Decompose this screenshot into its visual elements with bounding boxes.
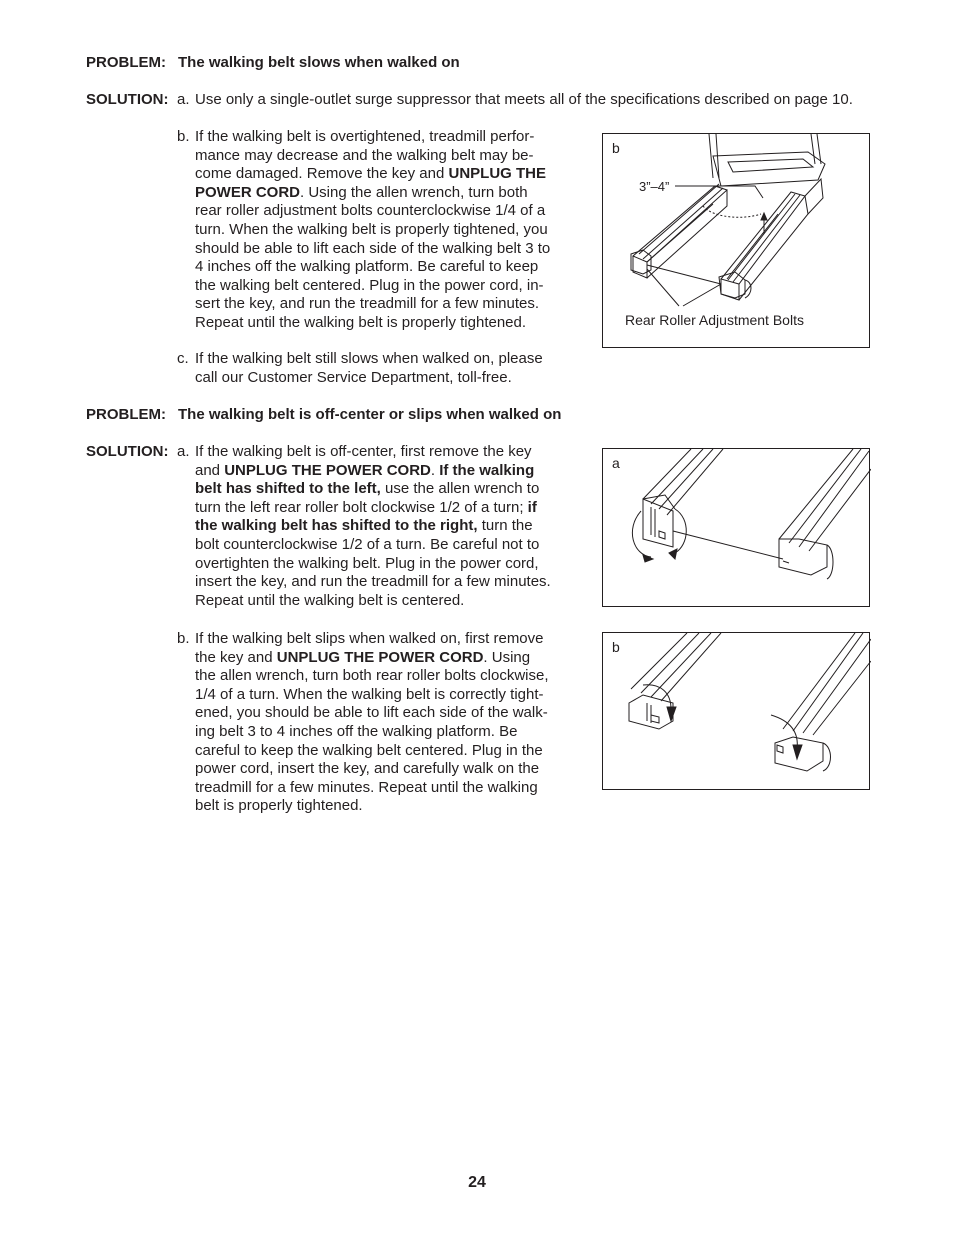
solution-paragraph — [195, 350, 575, 387]
solution-label: SOLUTION: — [86, 91, 169, 108]
emphasis-text: belt has shifted to the left, — [195, 480, 381, 498]
text-line — [195, 480, 575, 499]
text-line: belt is properly tightened. — [195, 797, 363, 815]
emphasis-text: UNPLUG THE POWER CORD — [224, 461, 431, 479]
solution-paragraph — [195, 443, 575, 610]
measure-label: 3”–4” — [639, 179, 670, 194]
text-line: If the walking belt is overtightened, treadmill perfor- — [195, 128, 535, 145]
text-line: insert the key, and run the treadmill for a few minutes. — [195, 573, 551, 591]
text-span: use the allen wrench to — [380, 480, 540, 498]
problem-label: PROBLEM: — [86, 406, 166, 423]
figure-letter: b — [612, 140, 620, 156]
solution-text: Use only a single-outlet surge suppressor that meets all of the specifications described on page 10. — [195, 91, 853, 108]
item-letter: a. — [177, 443, 190, 460]
text-line: mance may decrease and the walking belt may be- — [195, 146, 534, 164]
text-line — [195, 517, 575, 536]
text-line: power cord, insert the key, and carefully walk on the — [195, 760, 540, 778]
text-line: Repeat until the walking belt is centered. — [195, 591, 465, 609]
text-line: ened, you should be able to lift each side of the walk- — [195, 704, 548, 722]
figure-rear-roller-bolts — [602, 133, 870, 348]
page-number: 24 — [468, 1174, 486, 1191]
figure-slip-adjust — [602, 632, 870, 790]
text-span: . Using the allen wrench, turn both — [300, 183, 528, 201]
solution-label: SOLUTION: — [86, 443, 169, 460]
text-span: the key and — [195, 648, 277, 666]
text-line — [195, 165, 575, 184]
text-line: sert the key, and run the treadmill for a few minutes. — [195, 295, 540, 313]
text-span: turn the left rear roller bolt clockwise 1/2 of a turn; — [195, 498, 528, 516]
text-span: . Using — [483, 648, 531, 666]
text-span: . — [430, 461, 440, 479]
rear-roller-both-bolts-illustration — [603, 633, 871, 791]
text-line: If the walking belt still slows when walked on, please — [195, 350, 543, 367]
figure-off-center-adjust — [602, 448, 870, 607]
text-line: 1/4 of a turn. When the walking belt is correctly tight- — [195, 685, 544, 703]
text-span: turn the — [477, 517, 533, 535]
problem-title: The walking belt is off-center or slips when walked on — [178, 406, 562, 423]
emphasis-text: if — [527, 498, 537, 516]
emphasis-text: POWER CORD — [195, 183, 300, 201]
text-line: treadmill for a few minutes. Repeat until the walking — [195, 778, 538, 796]
rear-roller-clockwise-illustration — [603, 449, 871, 608]
text-line: Repeat until the walking belt is properly tightened. — [195, 313, 527, 331]
text-line: If the walking belt is off-center, first remove the key — [195, 443, 532, 460]
text-line: the walking belt centered. Plug in the power cord, in- — [195, 276, 544, 294]
emphasis-text: UNPLUG THE POWER CORD — [276, 648, 484, 666]
item-letter: c. — [177, 350, 189, 367]
text-line: bolt counterclockwise 1/2 of a turn. Be careful not to — [195, 535, 540, 553]
text-line: 4 inches off the walking platform. Be careful to keep — [195, 258, 539, 276]
text-line — [195, 649, 575, 668]
item-letter: b. — [177, 630, 190, 647]
emphasis-text: UNPLUG THE — [448, 165, 546, 183]
text-span: and — [195, 461, 225, 479]
item-letter: b. — [177, 128, 190, 145]
text-span: come damaged. Remove the key and — [195, 165, 449, 183]
problem-title: The walking belt slows when walked on — [178, 54, 460, 71]
text-line — [195, 462, 575, 481]
text-line: rear roller adjustment bolts counterclockwise 1/4 of a — [195, 202, 546, 220]
emphasis-text: the walking belt has shifted to the right, — [195, 517, 478, 535]
solution-paragraph — [195, 128, 575, 333]
figure-caption: Rear Roller Adjustment Bolts — [625, 312, 804, 328]
problem-label: PROBLEM: — [86, 54, 166, 71]
text-line: call our Customer Service Department, toll-free. — [195, 368, 512, 386]
figure-letter: a — [612, 455, 620, 471]
text-line: overtighten the walking belt. Plug in the power cord, — [195, 554, 539, 572]
text-line: should be able to lift each side of the walking belt 3 to — [195, 239, 551, 257]
text-line: ing belt 3 to 4 inches off the walking platform. Be — [195, 722, 518, 740]
solution-paragraph — [195, 630, 575, 816]
item-letter: a. — [177, 91, 190, 108]
text-line — [195, 184, 575, 203]
text-line — [195, 499, 575, 518]
text-line: the allen wrench, turn both rear roller bolts clockwise, — [195, 667, 549, 685]
text-line: careful to keep the walking belt centered. Plug in the — [195, 741, 543, 759]
text-line: If the walking belt slips when walked on, first remove — [195, 630, 544, 647]
figure-letter: b — [612, 639, 620, 655]
text-line: turn. When the walking belt is properly tightened, you — [195, 220, 548, 238]
emphasis-text: If the walking — [439, 461, 535, 479]
